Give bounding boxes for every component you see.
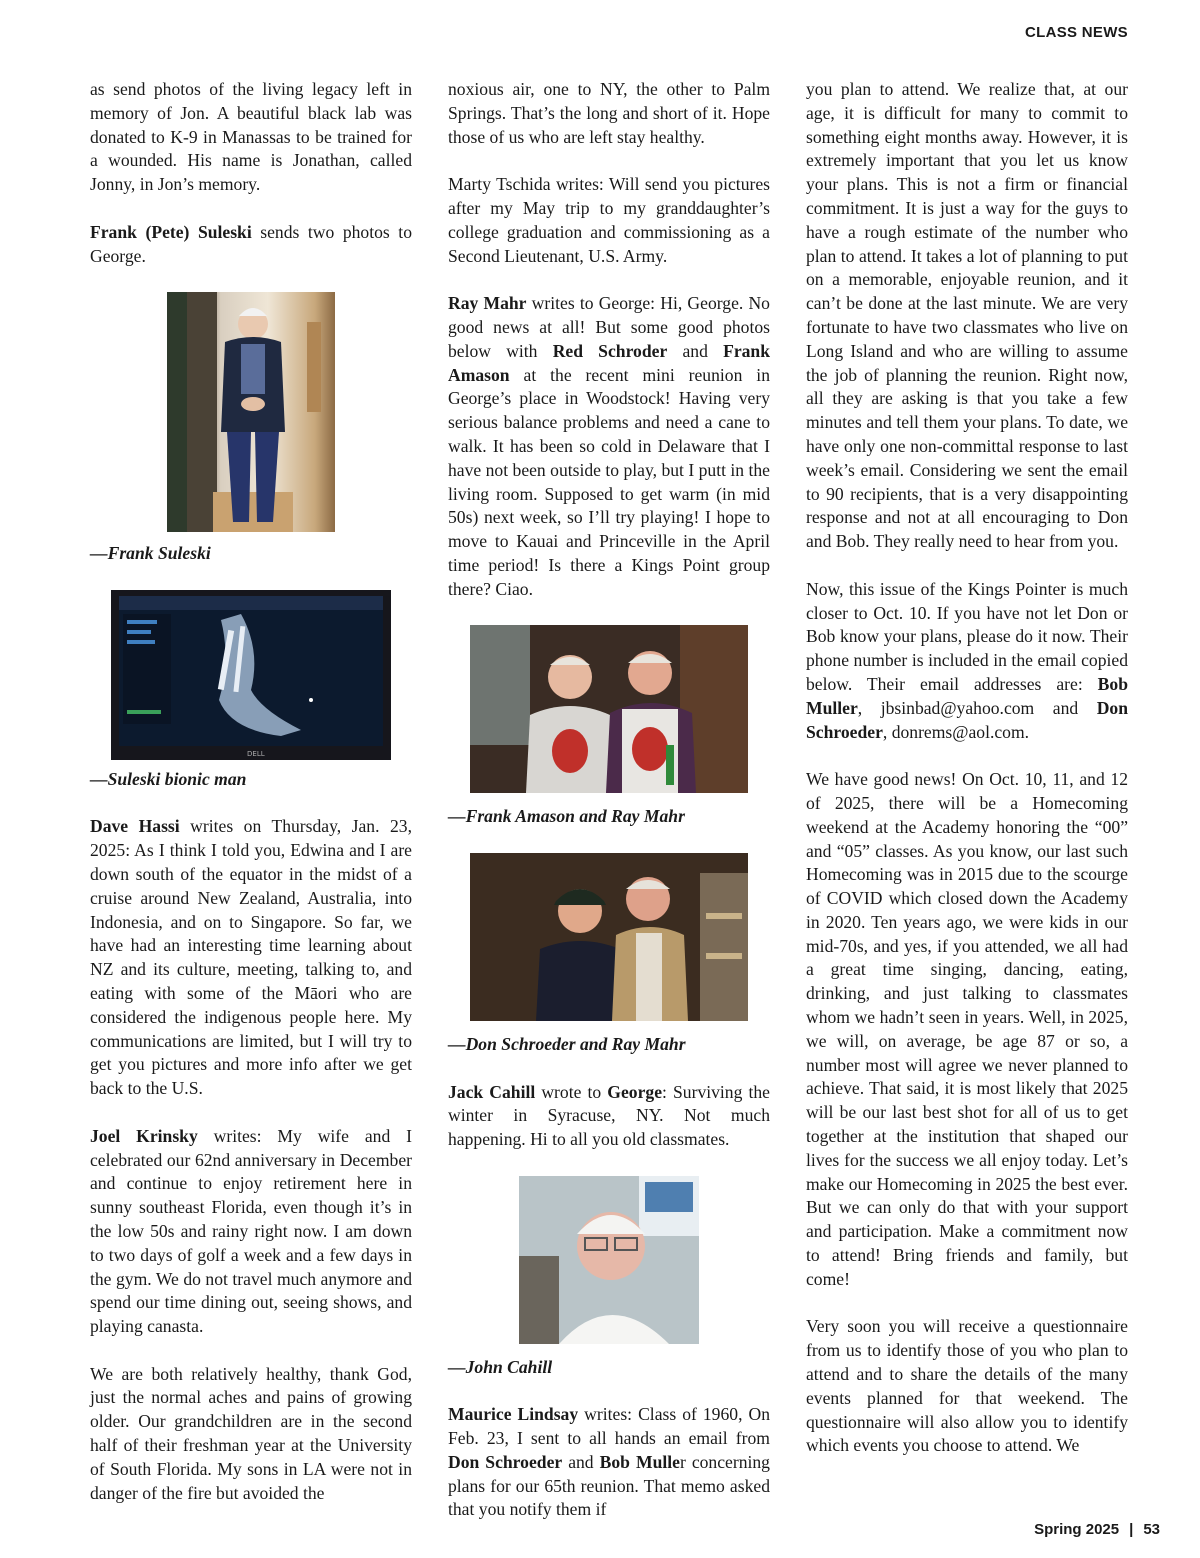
person-name: Don Schroeder (448, 1451, 563, 1472)
paragraph: Now, this issue of the Kings Pointer is much closer to Oct. 10. If you have not let Don or Bob know your plans, please do it now. Their phone number is included in the email copied below. Their email addresses are: Bob Muller, jbsinbad@yahoo.com and Don Schroeder, donrems@aol.com. (806, 578, 1128, 742)
paragraph: Joel Krinsky writes: My wife and I celebrated our 62nd anniversary in December and continue to enjoy retirement here in sunny southeast Florida, even though it’s in the low 50s and rainy right now. I am down to two days of golf a week and a few days in the gym. We do not travel much anymore and spend our time dining out, seeing shows, and playing canasta. (90, 1125, 412, 1337)
person-name: Joel Krinsky (90, 1125, 198, 1146)
person-name: Bob Muller (806, 673, 1128, 718)
photo-john-cahill (519, 1176, 699, 1344)
person-name: Bob Mulle (599, 1451, 680, 1472)
person-name: Frank Amason (448, 340, 771, 385)
email-text: , donrems@aol.com. (882, 721, 1030, 742)
person-name: George (607, 1081, 663, 1102)
paragraph: Frank (Pete) Suleski sends two photos to George. (90, 221, 412, 266)
paragraph: Marty Tschida writes: Will send you pictures after my May trip to my granddaughter’s college graduation and commissioning as a Second Lieutenant, U.S. Army. (448, 174, 770, 266)
photo-caption: —John Cahill (448, 1356, 553, 1377)
paragraph: Ray Mahr writes to George: Hi, George. No good news at all! But some good photos below with Red Schroder and Frank Amason at the recent mini reunion in George’s place in Woodstock! Having very serious balance problems and need a cane to walk. It has been so cold in Delaware that I have not been outside to play, but I putt in the living room. Supposed to get warm (in mid 50s) next week, so I’ll try playing! I hope to move to Kauai and Princeville in the April time period! Is there a Kings Point group there? Ciao. (448, 293, 771, 599)
issue-label: Spring 2025 (1034, 1521, 1120, 1538)
photo-frank-amason-ray-mahr (470, 625, 748, 793)
photo-caption: —Frank Amason and Ray Mahr (448, 806, 685, 827)
paragraph: Very soon you will receive a questionnaire from us to identify those of you who plan to attend and to share the details of the many events planned for that weekend. The questionnaire will also allow you to identify which events you choose to attend. We (806, 1316, 1128, 1456)
paragraph: you plan to attend. We realize that, at our age, it is difficult for many to commit to something eight months away. However, it is extremely important that you let us know your plans. This is not a firm or financial commitment. It is just a way for the guys to have a rough estimate of the number who plan to attend. It takes a lot of planning to put on a memorable, enjoyable reunion, and it can’t be done at the last minute. We are very fortunate to have two classmates who live on Long Island and who are willing to assume the job of planning the reunion. Right now, all they are asking is that you take a few minutes and tell them your plans. To date, we have only one non-committal response to last week’s email. Considering we sent the email to 90 recipients, that is a very disappointing response and not at all encouraging to Don and Bob. They really need to hear from you. (806, 79, 1128, 552)
paragraph: noxious air, one to NY, the other to Palm Springs. That’s the long and short of it. Hope those of us who are left stay healthy. (448, 79, 770, 147)
photo-don-schroeder-ray-mahr (470, 853, 748, 1021)
person-name: Dave Hassi (90, 816, 180, 837)
paragraph: We have good news! On Oct. 10, 11, and 12 of 2025, there will be a Homecoming weekend at the Academy honoring the “00” and “05” classes. As you know, our last such Homecoming was in 2015 due to the scourge of COVID which closed down the Academy in 2020. Ten years ago, we were kids in our mid-70s, and yes, if you attended, we all had a great time singing, dancing, eating, drinking, and just talking to classmates whom we hadn’t seen in years. Well, in 2025, we will, on average, be age 87 or so, a number most will agree we never planned to achieve. That said, it is most likely that 2025 will be our last best shot for all of us to get together at the institution that shaped our lives for the success we all enjoy today. Let’s make our Homecoming in 2025 the best ever. But we can only do that with your support and participation. Make a commitment now to attend! Bring friends and family, but come! (806, 769, 1128, 1289)
email-text: , jbsinbad@yahoo.com and (857, 697, 1097, 718)
photo-caption: —Frank Suleski (90, 543, 211, 564)
person-name: Jack Cahill (448, 1081, 536, 1102)
person-name: Ray Mahr (448, 293, 527, 314)
photo-caption: —Suleski bionic man (90, 768, 247, 789)
svg-text:DELL: DELL (247, 749, 265, 758)
paragraph: Maurice Lindsay writes: Class of 1960, On Feb. 23, I sent to all hands an email from Don Schroeder and Bob Muller concerning plans for our 65th reunion. That memo asked that you notify them if (448, 1404, 770, 1520)
paragraph: Dave Hassi writes on Thursday, Jan. 23, 2025: As I think I told you, Edwina and I are down south of the equator in the midst of a cruise around New Zealand, Australia, into Indonesia, and on to Singapore. So far, we have had an interesting time learning about NZ and its culture, meeting, talking to, and eating with some of the Māori who are considered the indigenous people here. My communications are limited, but I will try to get you pictures and more info after we get back to the U.S. (90, 816, 412, 1099)
column-2 (448, 78, 770, 1546)
column-3 (806, 78, 1128, 1482)
person-name: Frank (Pete) Suleski (90, 221, 252, 242)
person-name: Maurice Lindsay (448, 1404, 579, 1425)
photo-xray-monitor (111, 590, 391, 760)
paragraph: as send photos of the living legacy left in memory of Jon. A beautiful black lab was donated to K-9 in Manassas to be trained for a wounded. His name is Jonathan, called Jonny, in Jon’s memory. (90, 79, 412, 195)
person-name: Red Schroder (552, 340, 668, 361)
column-1 (90, 78, 412, 1529)
person-name: Don Schroeder (806, 697, 1128, 742)
page-footer (1034, 1521, 1160, 1538)
photo-frank-suleski (167, 292, 335, 532)
section-label: CLASS NEWS (1024, 24, 1128, 41)
paragraph: We are both relatively healthy, thank God, just the normal aches and pains of growing older. Our grandchildren are in the second half of their freshman year at the University of South Florida. My sons in LA were not in danger of the fire but avoided the (90, 1363, 412, 1503)
footer-separator: | (1129, 1521, 1134, 1538)
page-number: 53 (1143, 1521, 1160, 1538)
paragraph: Jack Cahill wrote to George: Surviving the winter in Syracuse, NY. Not much happening. Hi to all you old classmates. (448, 1081, 770, 1150)
photo-caption: —Don Schroeder and Ray Mahr (448, 1033, 686, 1054)
